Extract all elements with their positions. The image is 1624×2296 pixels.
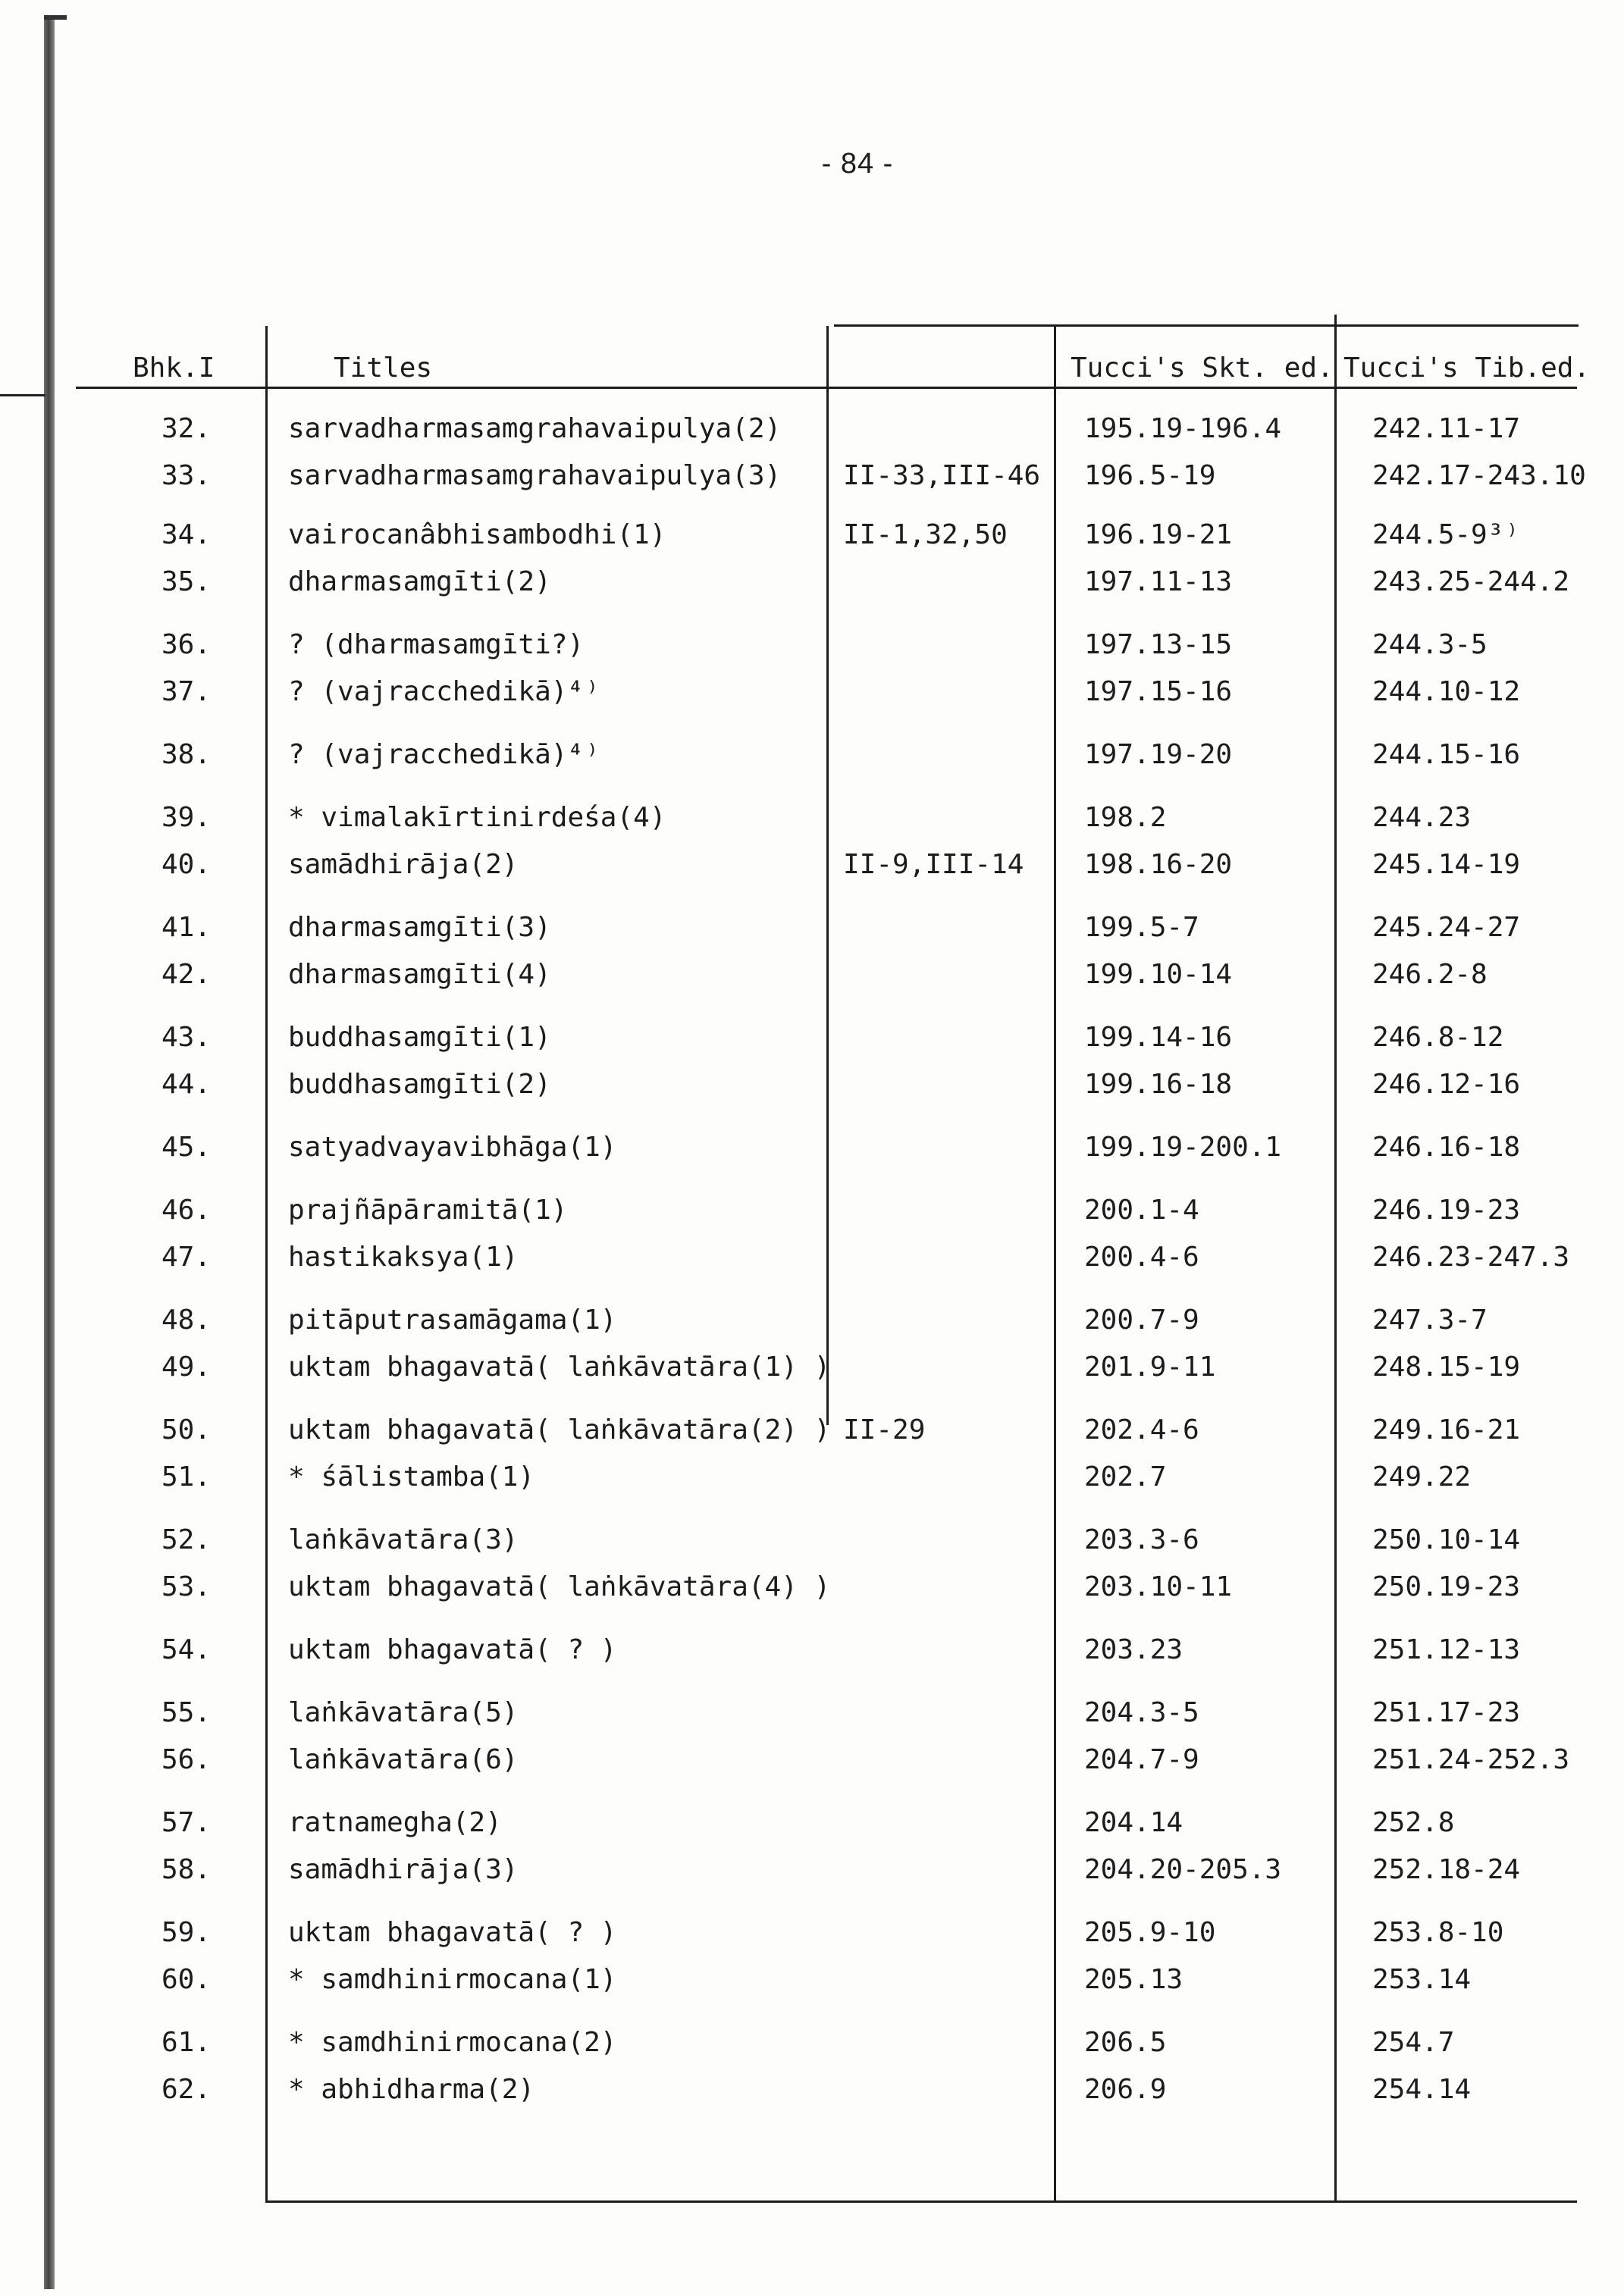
row-skt-ed: 202.4-6 xyxy=(1084,1414,1199,1446)
row-skt-ed: 204.3-5 xyxy=(1084,1697,1199,1728)
table-row xyxy=(0,1627,1624,1674)
table-row xyxy=(0,1956,1624,2003)
row-skt-ed: 203.10-11 xyxy=(1084,1571,1233,1602)
table-row xyxy=(0,559,1624,606)
row-skt-ed: 203.23 xyxy=(1084,1634,1184,1665)
row-title: * abhidharma(2) xyxy=(288,2074,535,2105)
row-title: dharmasamgīti(3) xyxy=(288,912,551,943)
row-title: laṅkāvatāra(5) xyxy=(288,1697,519,1728)
row-number: 48. xyxy=(161,1305,211,1336)
row-tib-ed: 247.3-7 xyxy=(1372,1305,1488,1336)
row-skt-ed: 205.9-10 xyxy=(1084,1917,1216,1948)
row-skt-ed: 204.14 xyxy=(1084,1807,1184,1838)
table-end-rule xyxy=(265,2200,1577,2203)
row-number: 42. xyxy=(161,959,211,990)
row-tib-ed: 246.19-23 xyxy=(1372,1195,1521,1226)
row-skt-ed: 196.5-19 xyxy=(1084,460,1216,491)
row-tib-ed: 254.7 xyxy=(1372,2027,1455,2058)
row-number: 37. xyxy=(161,676,211,707)
row-skt-ed: 195.19-196.4 xyxy=(1084,413,1282,444)
row-title: ? (dharmasamgīti?) xyxy=(288,629,585,660)
row-skt-ed: 203.3-6 xyxy=(1084,1524,1199,1555)
table-row xyxy=(0,1407,1624,1454)
table-row xyxy=(0,1847,1624,1893)
row-skt-ed: 199.19-200.1 xyxy=(1084,1132,1282,1163)
row-tib-ed: 248.15-19 xyxy=(1372,1352,1521,1383)
row-tib-ed: 242.11-17 xyxy=(1372,413,1521,444)
row-tib-ed: 246.2-8 xyxy=(1372,959,1488,990)
row-title: uktam bhagavatā( laṅkāvatāra(1) ) xyxy=(288,1352,831,1383)
row-tib-ed: 250.10-14 xyxy=(1372,1524,1521,1555)
row-number: 54. xyxy=(161,1634,211,1665)
row-title: ? (vajracchedikā)⁴⁾ xyxy=(288,739,600,770)
row-tib-ed: 246.16-18 xyxy=(1372,1132,1521,1163)
table-row xyxy=(0,1517,1624,1564)
row-tib-ed: 251.24-252.3 xyxy=(1372,1744,1570,1775)
row-number: 46. xyxy=(161,1195,211,1226)
row-title: * samdhinirmocana(1) xyxy=(288,1964,617,1995)
table-row xyxy=(0,1737,1624,1784)
table-row xyxy=(0,1344,1624,1391)
row-title: dharmasamgīti(2) xyxy=(288,566,551,597)
row-skt-ed: 200.1-4 xyxy=(1084,1195,1199,1226)
page-edge-mark xyxy=(0,394,45,396)
row-number: 39. xyxy=(161,802,211,833)
row-tib-ed: 249.16-21 xyxy=(1372,1414,1521,1446)
row-title: uktam bhagavatā( laṅkāvatāra(2) ) xyxy=(288,1414,831,1446)
row-skt-ed: 200.7-9 xyxy=(1084,1305,1199,1336)
row-title: samādhirāja(3) xyxy=(288,1854,519,1885)
row-cross-ref: II-33,III-46 xyxy=(843,460,1041,491)
table-row xyxy=(0,731,1624,778)
row-number: 32. xyxy=(161,413,211,444)
table-row xyxy=(0,1234,1624,1281)
row-title: uktam bhagavatā( laṅkāvatāra(4) ) xyxy=(288,1571,831,1602)
row-title: samādhirāja(2) xyxy=(288,849,519,880)
row-skt-ed: 199.5-7 xyxy=(1084,912,1199,943)
table-row xyxy=(0,1909,1624,1956)
row-title: laṅkāvatāra(3) xyxy=(288,1524,519,1555)
row-title: ? (vajracchedikā)⁴⁾ xyxy=(288,676,600,707)
row-number: 35. xyxy=(161,566,211,597)
row-skt-ed: 197.15-16 xyxy=(1084,676,1233,707)
table-row xyxy=(0,2019,1624,2066)
row-tib-ed: 244.10-12 xyxy=(1372,676,1521,707)
table-row xyxy=(0,904,1624,951)
row-tib-ed: 246.8-12 xyxy=(1372,1022,1504,1053)
row-number: 58. xyxy=(161,1854,211,1885)
table-row xyxy=(0,512,1624,559)
row-tib-ed: 245.24-27 xyxy=(1372,912,1521,943)
row-skt-ed: 201.9-11 xyxy=(1084,1352,1216,1383)
row-skt-ed: 199.14-16 xyxy=(1084,1022,1233,1053)
table-row xyxy=(0,406,1624,453)
row-number: 59. xyxy=(161,1917,211,1948)
row-skt-ed: 206.5 xyxy=(1084,2027,1167,2058)
table-row xyxy=(0,1800,1624,1847)
row-tib-ed: 253.14 xyxy=(1372,1964,1472,1995)
row-number: 38. xyxy=(161,739,211,770)
table-row xyxy=(0,1187,1624,1234)
row-number: 50. xyxy=(161,1414,211,1446)
row-title: prajñāpāramitā(1) xyxy=(288,1195,568,1226)
row-number: 57. xyxy=(161,1807,211,1838)
row-tib-ed: 253.8-10 xyxy=(1372,1917,1504,1948)
table-row xyxy=(0,1061,1624,1108)
row-number: 36. xyxy=(161,629,211,660)
row-number: 45. xyxy=(161,1132,211,1163)
row-tib-ed: 250.19-23 xyxy=(1372,1571,1521,1602)
table-row xyxy=(0,1297,1624,1344)
table-row xyxy=(0,1014,1624,1061)
row-skt-ed: 197.11-13 xyxy=(1084,566,1233,597)
row-number: 62. xyxy=(161,2074,211,2105)
row-number: 49. xyxy=(161,1352,211,1383)
header-tib-ed: Tucci's Tib.ed. xyxy=(1343,352,1591,384)
row-title: sarvadharmasamgrahavaipulya(2) xyxy=(288,413,782,444)
row-tib-ed: 252.8 xyxy=(1372,1807,1455,1838)
row-tib-ed: 251.17-23 xyxy=(1372,1697,1521,1728)
row-tib-ed: 251.12-13 xyxy=(1372,1634,1521,1665)
row-title: hastikaksya(1) xyxy=(288,1242,519,1273)
row-number: 40. xyxy=(161,849,211,880)
row-title: dharmasamgīti(4) xyxy=(288,959,551,990)
row-skt-ed: 199.10-14 xyxy=(1084,959,1233,990)
header-skt-ed: Tucci's Skt. ed. xyxy=(1071,352,1334,384)
row-title: ratnamegha(2) xyxy=(288,1807,502,1838)
table-row xyxy=(0,1690,1624,1737)
row-number: 47. xyxy=(161,1242,211,1273)
row-number: 60. xyxy=(161,1964,211,1995)
row-skt-ed: 206.9 xyxy=(1084,2074,1167,2105)
row-skt-ed: 197.19-20 xyxy=(1084,739,1233,770)
row-skt-ed: 205.13 xyxy=(1084,1964,1184,1995)
row-number: 52. xyxy=(161,1524,211,1555)
row-title: sarvadharmasamgrahavaipulya(3) xyxy=(288,460,782,491)
row-tib-ed: 246.23-247.3 xyxy=(1372,1242,1570,1273)
row-tib-ed: 244.23 xyxy=(1372,802,1472,833)
row-number: 53. xyxy=(161,1571,211,1602)
table-row xyxy=(0,2066,1624,2113)
table-row xyxy=(0,841,1624,888)
page-binding-corner xyxy=(44,15,67,20)
row-tib-ed: 244.15-16 xyxy=(1372,739,1521,770)
row-title: * vimalakīrtinirdeśa(4) xyxy=(288,802,666,833)
row-skt-ed: 199.16-18 xyxy=(1084,1069,1233,1100)
row-title: vairocanâbhisambodhi(1) xyxy=(288,519,666,550)
row-title: pitāputrasamāgama(1) xyxy=(288,1305,617,1336)
row-number: 34. xyxy=(161,519,211,550)
row-number: 61. xyxy=(161,2027,211,2058)
row-tib-ed: 246.12-16 xyxy=(1372,1069,1521,1100)
table-row xyxy=(0,794,1624,841)
row-tib-ed: 245.14-19 xyxy=(1372,849,1521,880)
table-row xyxy=(0,1454,1624,1501)
row-cross-ref: II-1,32,50 xyxy=(843,519,1008,550)
row-number: 56. xyxy=(161,1744,211,1775)
table-row xyxy=(0,1564,1624,1611)
row-title: * samdhinirmocana(2) xyxy=(288,2027,617,2058)
table-row xyxy=(0,669,1624,716)
row-skt-ed: 204.20-205.3 xyxy=(1084,1854,1282,1885)
row-title: buddhasamgīti(2) xyxy=(288,1069,551,1100)
row-title: * śālistamba(1) xyxy=(288,1461,535,1493)
table-row xyxy=(0,951,1624,998)
row-tib-ed: 244.5-9³⁾ xyxy=(1372,519,1521,550)
row-number: 55. xyxy=(161,1697,211,1728)
row-skt-ed: 198.16-20 xyxy=(1084,849,1233,880)
row-number: 41. xyxy=(161,912,211,943)
table-row xyxy=(0,453,1624,500)
row-number: 51. xyxy=(161,1461,211,1493)
row-skt-ed: 204.7-9 xyxy=(1084,1744,1199,1775)
table-top-rule xyxy=(834,324,1579,327)
row-tib-ed: 252.18-24 xyxy=(1372,1854,1521,1885)
table-row xyxy=(0,622,1624,669)
row-title: uktam bhagavatā( ? ) xyxy=(288,1634,617,1665)
row-skt-ed: 197.13-15 xyxy=(1084,629,1233,660)
row-number: 44. xyxy=(161,1069,211,1100)
row-title: laṅkāvatāra(6) xyxy=(288,1744,519,1775)
row-cross-ref: II-29 xyxy=(843,1414,926,1446)
row-tib-ed: 249.22 xyxy=(1372,1461,1472,1493)
header-bhk: Bhk.I xyxy=(133,352,215,384)
header-titles: Titles xyxy=(334,352,433,384)
row-skt-ed: 200.4-6 xyxy=(1084,1242,1199,1273)
row-skt-ed: 202.7 xyxy=(1084,1461,1167,1493)
row-skt-ed: 196.19-21 xyxy=(1084,519,1233,550)
row-number: 33. xyxy=(161,460,211,491)
row-cross-ref: II-9,III-14 xyxy=(843,849,1024,880)
row-skt-ed: 198.2 xyxy=(1084,802,1167,833)
row-tib-ed: 243.25-244.2 xyxy=(1372,566,1570,597)
row-tib-ed: 242.17-243.10 xyxy=(1372,460,1586,491)
row-tib-ed: 254.14 xyxy=(1372,2074,1472,2105)
page-number: - 84 - xyxy=(821,148,894,180)
row-number: 43. xyxy=(161,1022,211,1053)
row-title: uktam bhagavatā( ? ) xyxy=(288,1917,617,1948)
row-tib-ed: 244.3-5 xyxy=(1372,629,1488,660)
table-row xyxy=(0,1124,1624,1171)
row-title: buddhasamgīti(1) xyxy=(288,1022,551,1053)
row-title: satyadvayavibhāga(1) xyxy=(288,1132,617,1163)
